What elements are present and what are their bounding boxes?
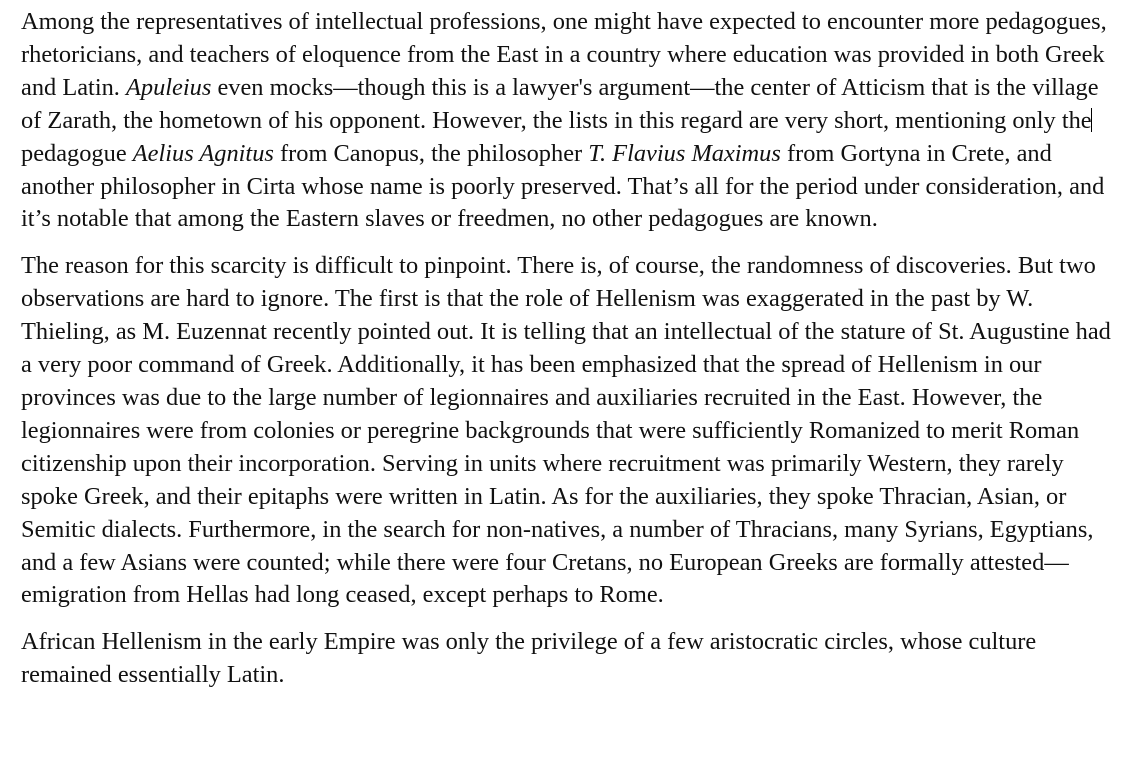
paragraph-text: pedagogue [21,139,133,167]
document-body[interactable] [21,6,1111,692]
paragraph-3 [21,626,1111,692]
paragraph-text: from Canopus, the philosopher [273,139,589,167]
paragraph-text: African Hellenism in the early Empire was only the privilege of a few aristocratic circles, whose culture remained essentially Latin. [21,628,1037,689]
paragraph-1 [21,6,1111,236]
text-cursor [1091,108,1092,132]
paragraph-text: from Gortyna in Crete, and another philosopher in Cirta whose name is poorly preserved. That’s all for the period under consideration, and it’s notable that among the Eastern slaves or freedmen, no other pedagogues are known. [21,139,1105,233]
italic-name-apuleius: Apuleius [125,73,212,101]
paragraph-2 [21,250,1111,612]
italic-name-flavius-maximus: T. Flavius Maximus [588,139,781,167]
italic-name-aelius-agnitus: Aelius Agnitus [132,139,274,167]
paragraph-text: The reason for this scarcity is difficult to pinpoint. There is, of course, the randomness of discoveries. But two observations are hard to ignore. The first is that the role of Hellenism was exaggerated in the past by W. Thieling, as M. Euzennat recently pointed out. It is telling that an intellectual of the stature of St. Augustine had a very poor command of Greek. Additionally, it has been emphasized that the spread of Hellenism in our provinces was due to the large number of legionnaires and auxiliaries recruited in the East. However, the legionnaires were from colonies or peregrine backgrounds that were sufficiently Romanized to merit Roman citizenship upon their incorporation. Serving in units where recruitment was primarily Western, they rarely spoke Greek, and their epitaphs were written in Latin. As for the auxiliaries, they spoke Thracian, Asian, or Semitic dialects. Furthermore, in the search for non-natives, a number of Thracians, many Syrians, Egyptians, and a few Asians were counted; while there were four Cretans, no European Greeks are formally attested—emigration from Hellas had long ceased, except perhaps to Rome. [21,252,1111,609]
paragraph-text: Among the representatives of intellectual professions, one might have expected to encounter more pedagogues, rhetoricians, and teachers of eloquence from the East in a country where education was provided in both Greek and Latin. [21,8,1107,101]
paragraph-text: even mocks—though this is a lawyer's argument—the center of Atticism that is the village of Zarath, the hometown of his opponent. However, the lists in this regard are very short, mentioning only the [21,73,1099,134]
